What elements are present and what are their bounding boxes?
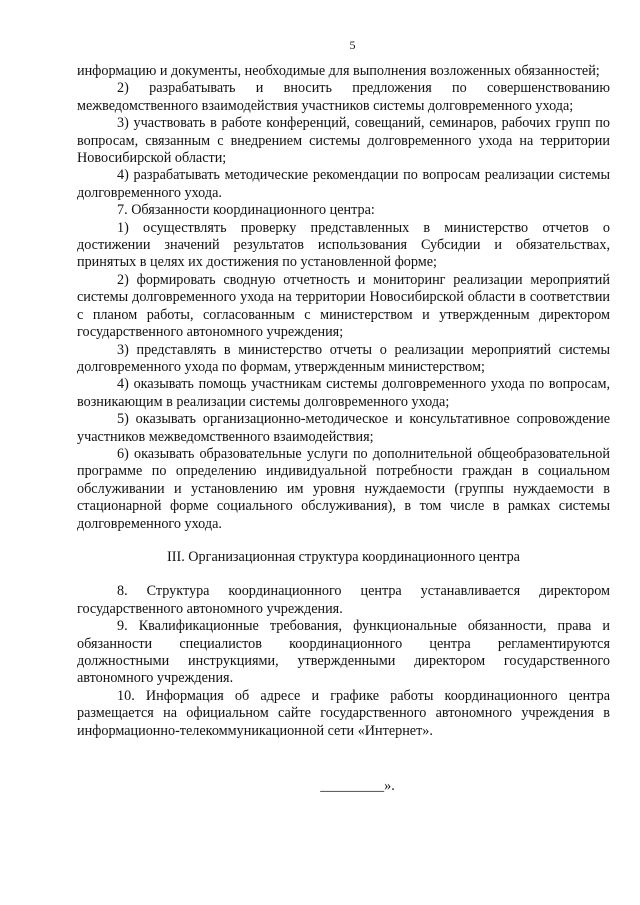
paragraph: 4) оказывать помощь участникам системы долговременного ухода по вопросам, возникающим в реализации системы долговременного ухода;: [77, 376, 610, 410]
paragraph: 6) оказывать образовательные услуги по дополнительной общеобразовательной программе по определению индивидуальной потребности граждан в социальном обслуживании и установлению им уровня нуждаемости (группы нуждаемости в стационарной форме социального обслуживания), в том числе в рамках системы долговременного ухода.: [77, 445, 610, 532]
paragraph: 7. Обязанности координационного центра:: [117, 202, 375, 219]
paragraph: 10. Информация об адресе и графике работы координационного центра размещается на официальном сайте государственного автономного учреждения в информационно-телекоммуникационной сети «Интернет».: [77, 687, 610, 739]
paragraph: 9. Квалификационные требования, функциональные обязанности, права и обязанности специалистов координационного центра регламентируются должностными инструкциями, утвержденными директором государственного автономного учреждения.: [77, 618, 610, 687]
page-number: 5: [349, 38, 356, 52]
paragraph: 3) представлять в министерство отчеты о реализации мероприятий системы долговременного ухода по формам, утвержденным министерством;: [77, 341, 610, 375]
paragraph: 3) участвовать в работе конференций, совещаний, семинаров, рабочих групп по вопросам, связанным с внедрением системы долговременного ухода на территории Новосибирской области;: [77, 115, 610, 167]
document-page: [77, 38, 610, 795]
body-bottom: [77, 583, 610, 740]
section-heading: III. Организационная структура координационного центра: [167, 548, 520, 565]
paragraph: 8. Структура координационного центра устанавливается директором государственного автономного учреждения.: [77, 583, 610, 617]
paragraph: 5) оказывать организационно-методическое и консультативное сопровождение участников межведомственного взаимодействия;: [77, 411, 610, 445]
closing-mark: _________».: [320, 778, 395, 795]
paragraph: 2) формировать сводную отчетность и мониторинг реализации мероприятий системы долговременного ухода на территории Новосибирской области в соответствии с планом работы, согласованным с министерством и утвержденным директором государственного автономного учреждения;: [77, 271, 610, 341]
paragraph: 2) разрабатывать и вносить предложения по совершенствованию межведомственного взаимодействия участников системы долговременного ухода;: [77, 80, 610, 114]
paragraph: информацию и документы, необходимые для выполнения возложенных обязанностей;: [77, 63, 600, 79]
paragraph: 4) разрабатывать методические рекомендации по вопросам реализации системы долговременного ухода.: [77, 167, 610, 201]
paragraph: 1) осуществлять проверку представленных в министерство отчетов о достижении значений результатов использования Субсидии и обязательствах, принятых в целях их достижения по установленной форме;: [77, 219, 610, 271]
body-top: [77, 63, 610, 533]
